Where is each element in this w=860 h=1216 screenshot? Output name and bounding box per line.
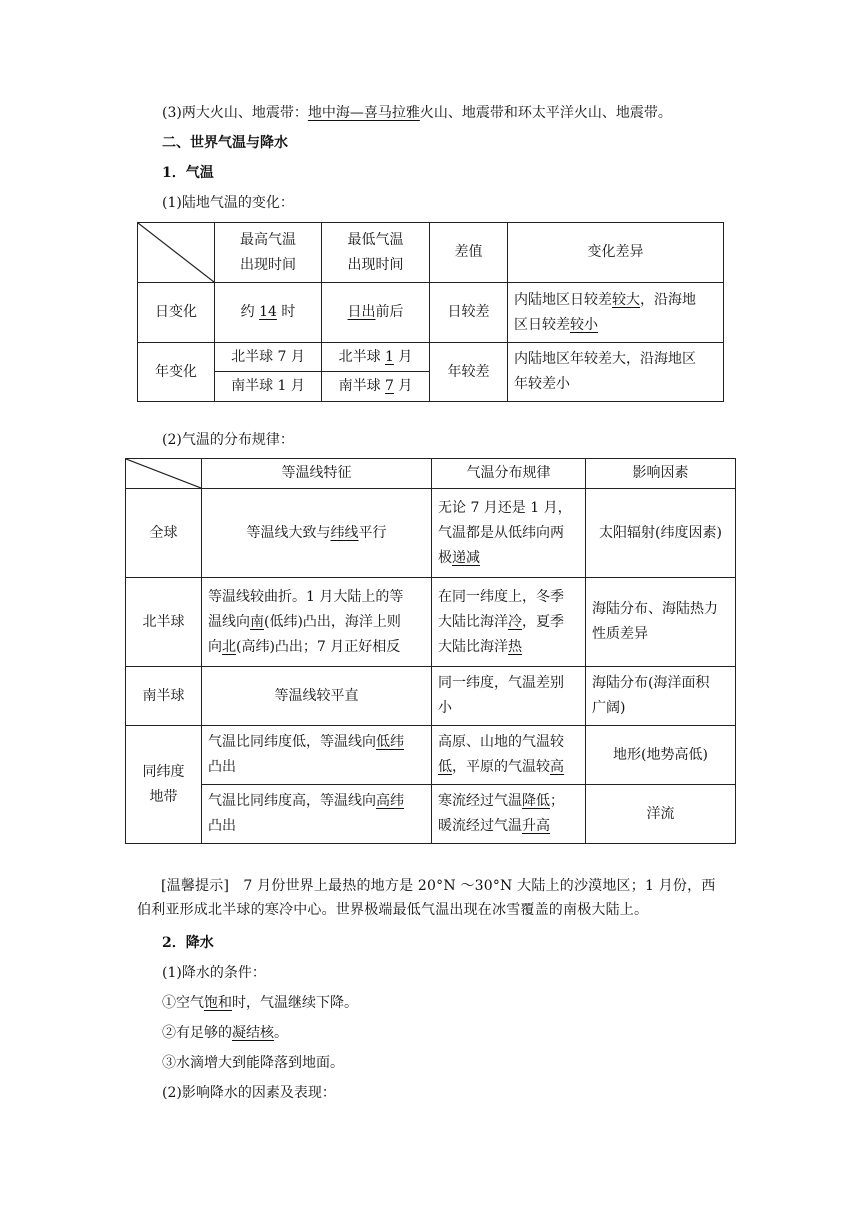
annual-difference: 年较差 xyxy=(430,343,508,402)
tip-text: 7 月份世界上最热的地方是 20°N ～30°N 大陆上的沙漠地区；1 月份，西伯利亚形成北半球的寒冷中心。世界极端最低气温出现在冰雪覆盖的南极大陆上。 xyxy=(137,878,716,918)
annual-max-south: 南半球 1 月 xyxy=(215,372,322,402)
row-global-label: 全球 xyxy=(126,489,202,578)
header-max-time: 最高气温 出现时间 xyxy=(215,223,322,283)
table2-corner-cell xyxy=(126,459,202,489)
row-daily-label: 日变化 xyxy=(138,283,215,343)
south-feature: 等温线较平直 xyxy=(202,667,432,726)
condition-1: ①空气饱和时，气温继续下降。 xyxy=(162,995,358,1011)
header-influence-factor: 影响因素 xyxy=(586,459,736,489)
daily-max-time: 约 14 时 xyxy=(215,283,322,343)
volcano-prefix: (3)两大火山、地震带： xyxy=(162,105,308,121)
annual-min-north: 北半球 1 月 xyxy=(322,343,430,372)
annual-min-south: 南半球 7 月 xyxy=(322,372,430,402)
daily-difference: 日较差 xyxy=(430,283,508,343)
highland-feature: 气温比同纬度低，等温线向低纬 凸出 xyxy=(202,726,432,785)
current-feature: 气温比同纬度高，等温线向高纬 凸出 xyxy=(202,785,432,844)
subheading-precipitation: 2．降水 xyxy=(162,935,214,951)
south-rule: 同一纬度，气温差别 小 xyxy=(432,667,586,726)
row-same-latitude-label: 同纬度 地带 xyxy=(126,726,202,844)
north-rule: 在同一纬度上，冬季 大陆比海洋冷，夏季 大陆比海洋热 xyxy=(432,578,586,667)
global-rule: 无论 7 月还是 1 月， 气温都是从低纬向两 极递减 xyxy=(432,489,586,578)
header-min-time: 最低气温 出现时间 xyxy=(322,223,430,283)
annual-max-north: 北半球 7 月 xyxy=(215,343,322,372)
south-factor: 海陆分布(海洋面积 广阔) xyxy=(586,667,736,726)
header-isotherm-feature: 等温线特征 xyxy=(202,459,432,489)
header-variation: 变化差异 xyxy=(508,223,724,283)
global-factor: 太阳辐射(纬度因素) xyxy=(586,489,736,578)
table1-corner-cell xyxy=(138,223,215,283)
highland-rule: 高原、山地的气温较 低，平原的气温较高 xyxy=(432,726,586,785)
header-difference: 差值 xyxy=(430,223,508,283)
row-north-label: 北半球 xyxy=(126,578,202,667)
precipitation-conditions-title: (1)降水的条件： xyxy=(162,965,266,981)
condition-2: ②有足够的凝结核。 xyxy=(162,1025,288,1041)
tip-paragraph xyxy=(137,874,725,922)
distribution-title: (2)气温的分布规律： xyxy=(162,432,294,448)
row-south-label: 南半球 xyxy=(126,667,202,726)
row-annual-label: 年变化 xyxy=(138,343,215,402)
temperature-distribution-table xyxy=(125,458,736,844)
land-temperature-table xyxy=(137,222,724,402)
header-distribution-rule: 气温分布规律 xyxy=(432,459,586,489)
daily-min-time: 日出前后 xyxy=(322,283,430,343)
daily-variation: 内陆地区日较差较大，沿海地 区日较差较小 xyxy=(508,283,724,343)
current-rule: 寒流经过气温降低； 暖流经过气温升高 xyxy=(432,785,586,844)
tip-label: [温馨提示] xyxy=(161,878,230,894)
north-factor: 海陆分布、海陆热力 性质差异 xyxy=(586,578,736,667)
subheading-temperature: 1．气温 xyxy=(162,165,214,181)
condition-3: ③水滴增大到能降落到地面。 xyxy=(162,1055,344,1071)
land-temperature-title: (1)陆地气温的变化： xyxy=(162,195,294,211)
global-feature: 等温线大致与纬线平行 xyxy=(202,489,432,578)
volcano-suffix: 火山、地震带和环太平洋火山、地震带。 xyxy=(419,105,672,121)
current-factor: 洋流 xyxy=(586,785,736,844)
precipitation-factors-title: (2)影响降水的因素及表现： xyxy=(162,1085,336,1101)
volcano-line xyxy=(162,103,672,123)
volcano-belt-term: 地中海—喜马拉雅 xyxy=(307,105,420,121)
annual-variation: 内陆地区年较差大，沿海地区 年较差小 xyxy=(508,343,724,402)
north-feature: 等温线较曲折。1 月大陆上的等 温线向南(低纬)凸出，海洋上则 向北(高纬)凸出；7 月正好相反 xyxy=(202,578,432,667)
section-title: 二、世界气温与降水 xyxy=(162,135,288,151)
highland-factor: 地形(地势高低) xyxy=(586,726,736,785)
